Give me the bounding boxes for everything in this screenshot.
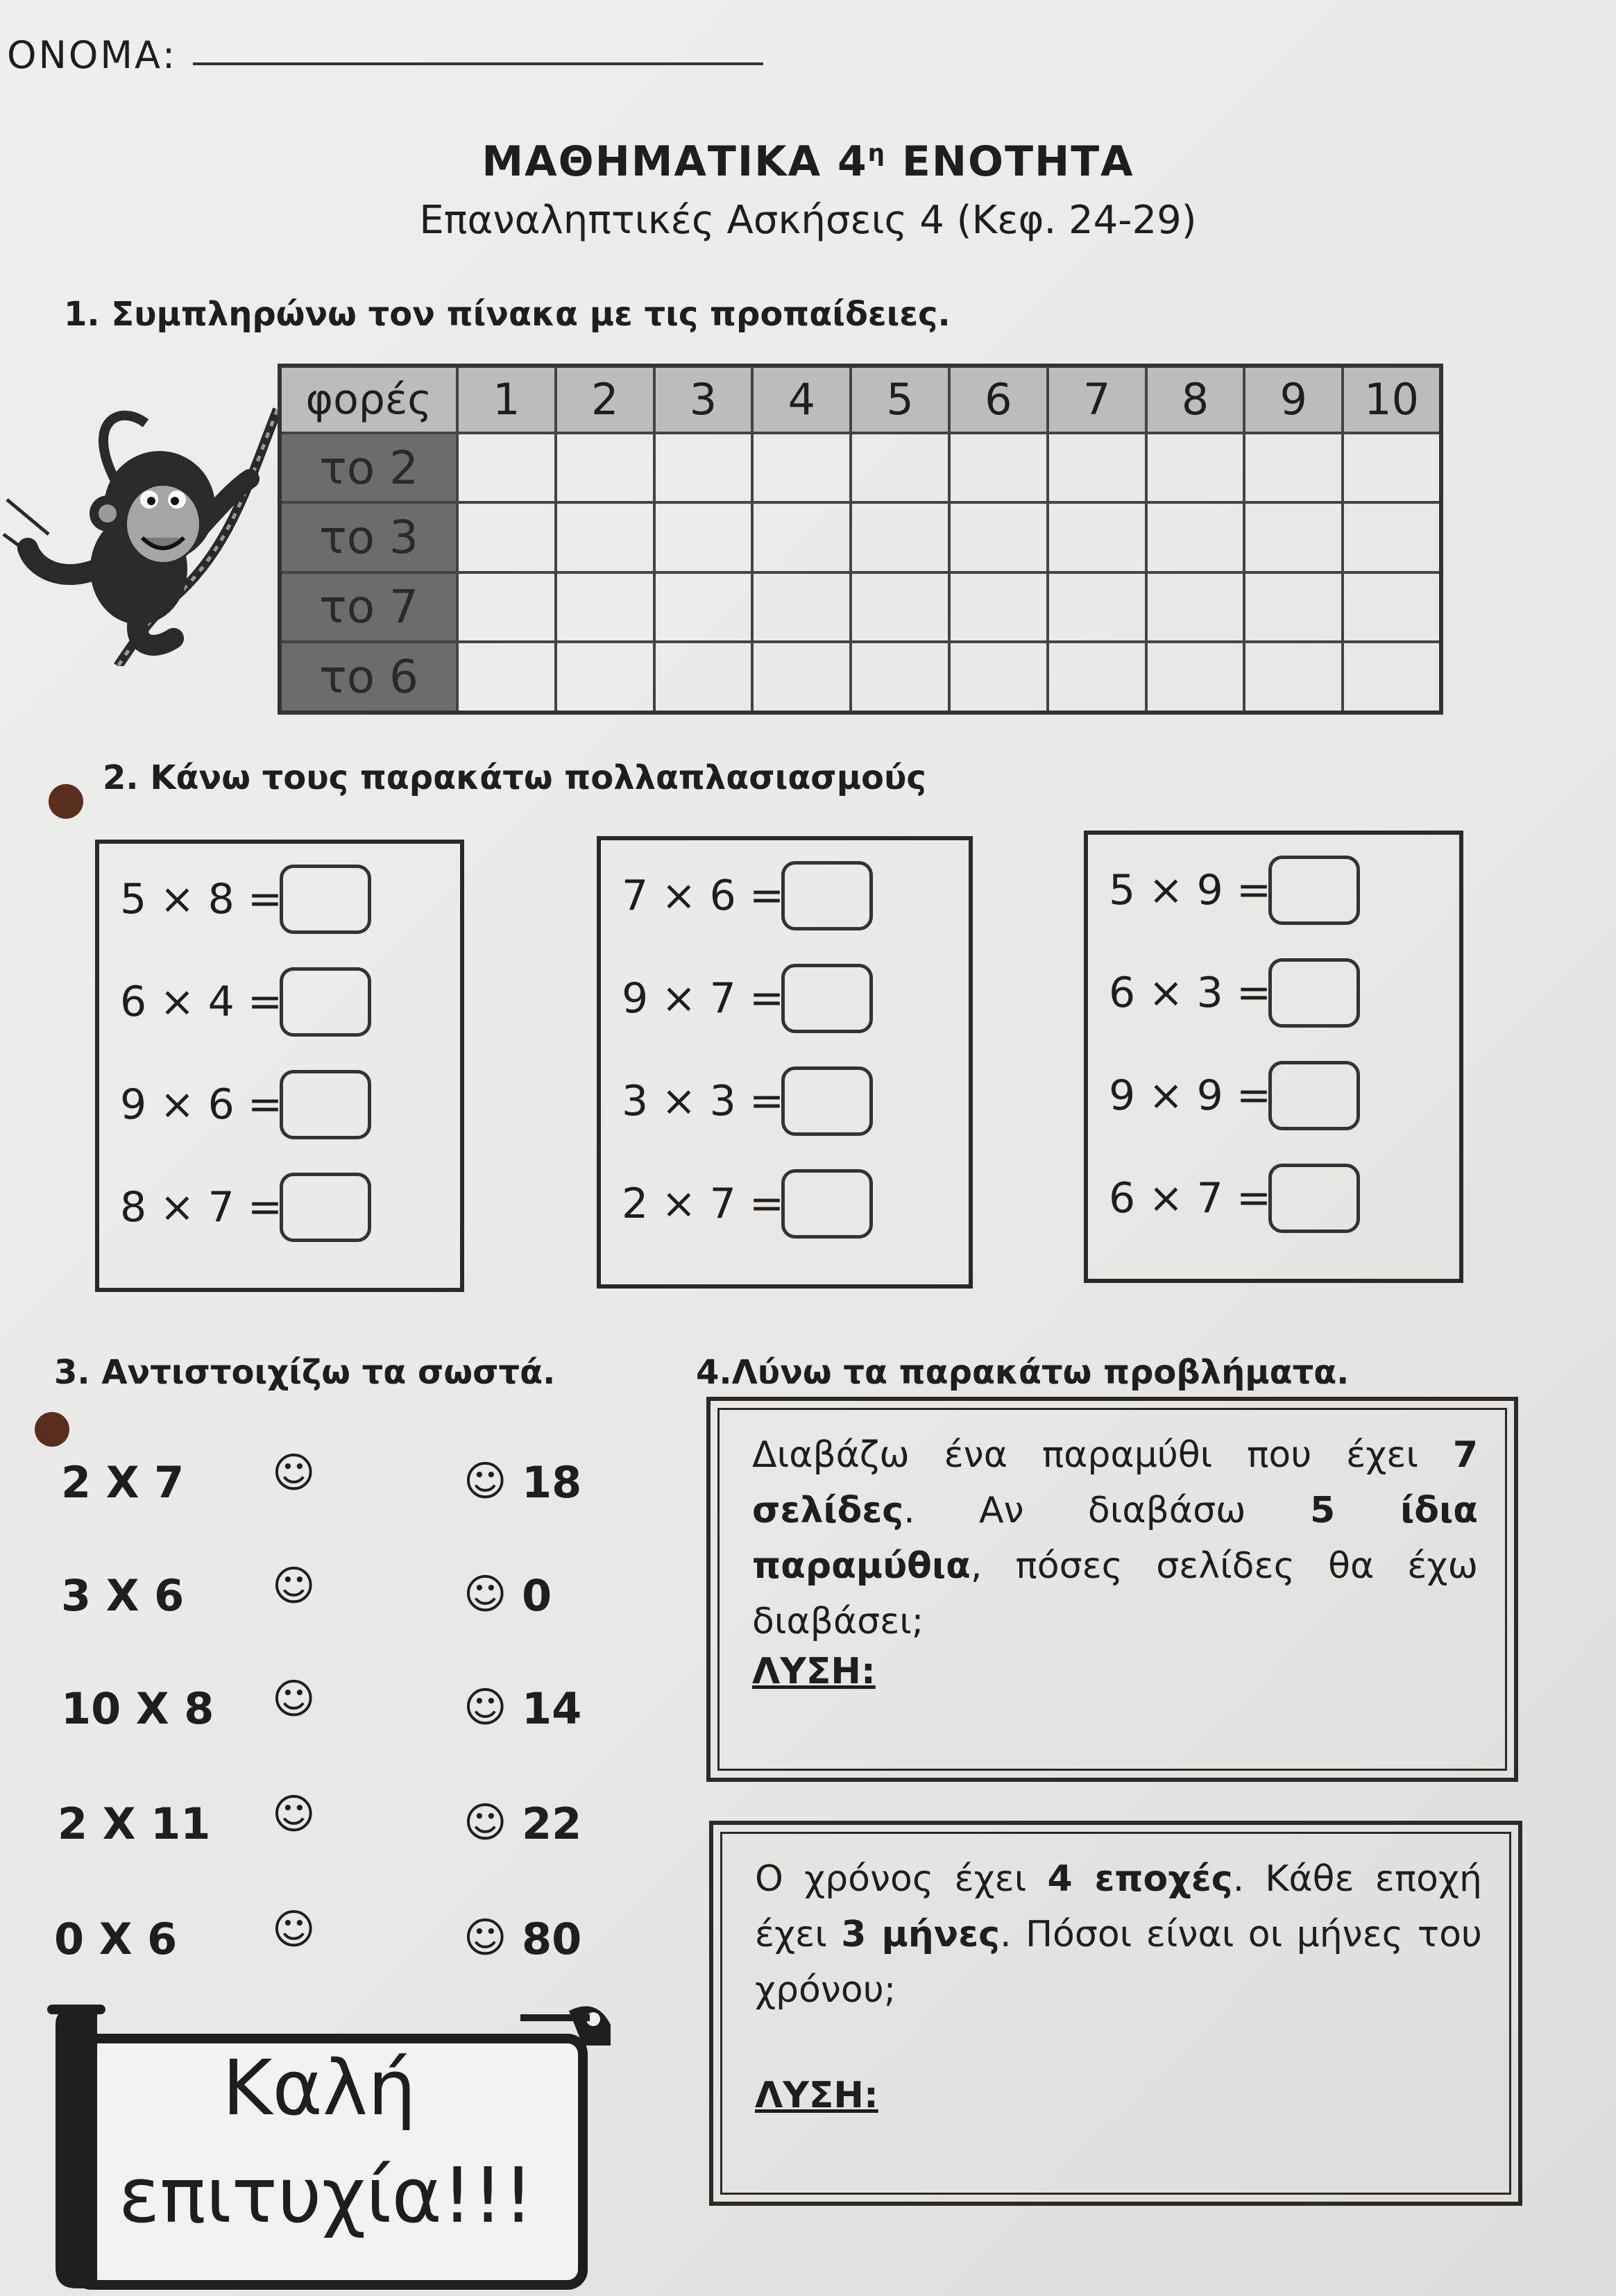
multiplication-expression: 5 × 9 =	[1109, 866, 1272, 915]
row-header: το 6	[280, 642, 457, 713]
multiplication-expression: 9 × 6 =	[120, 1080, 283, 1129]
smiley-icon[interactable]: ☺	[463, 1683, 507, 1732]
page-subtitle: Επαναληπτικές Ασκήσεις 4 (Κεφ. 24-29)	[419, 198, 1197, 243]
smiley-icon[interactable]: ☺	[272, 1905, 316, 1954]
problem-text: Ο χρόνος έχει 4 εποχές. Κάθε εποχή έχει 3 μήνες. Πόσοι είναι οι μήνες του χρόνου;	[755, 1858, 1482, 2011]
answer-cell[interactable]	[752, 502, 851, 572]
multiplication-row	[120, 1173, 371, 1242]
column-header: 2	[556, 366, 654, 433]
multiplication-row	[120, 1070, 371, 1139]
matching-right-item: 80	[522, 1914, 582, 1964]
multiplication-row	[622, 861, 873, 930]
answer-cell[interactable]	[949, 433, 1048, 502]
answer-cell[interactable]	[1146, 433, 1245, 502]
answer-cell[interactable]	[654, 502, 753, 572]
smiley-icon[interactable]: ☺	[463, 1457, 507, 1506]
answer-cell[interactable]	[457, 433, 556, 502]
answer-cell[interactable]	[1343, 642, 1441, 713]
answer-cell[interactable]	[851, 433, 949, 502]
answer-cell[interactable]	[1146, 572, 1245, 642]
answer-cell[interactable]	[1244, 433, 1343, 502]
multiplication-row	[622, 1169, 873, 1239]
answer-cell[interactable]	[556, 433, 654, 502]
matching-left-item: 0 X 6	[54, 1914, 178, 1964]
answer-cell[interactable]	[1048, 502, 1146, 572]
smiley-icon[interactable]: ☺	[272, 1562, 316, 1610]
answer-cell[interactable]	[851, 502, 949, 572]
column-header: 5	[851, 366, 949, 433]
exercise4-heading: 4.Λύνω τα παρακάτω προβλήματα.	[696, 1353, 1350, 1392]
multiplication-expression: 6 × 4 =	[120, 978, 283, 1026]
matching-right-item: 18	[522, 1457, 582, 1508]
multiplication-expression: 6 × 3 =	[1109, 969, 1272, 1017]
problem-box-1	[706, 1397, 1518, 1782]
times-table-header-row	[280, 366, 1441, 433]
matching-left-item: 10 X 8	[61, 1683, 214, 1734]
answer-cell[interactable]	[949, 642, 1048, 713]
name-label: ΟΝΟΜΑ:	[7, 33, 178, 77]
answer-cell[interactable]	[457, 502, 556, 572]
answer-cell[interactable]	[1244, 642, 1343, 713]
multiplication-expression: 9 × 9 =	[1109, 1071, 1272, 1120]
table-row	[280, 502, 1441, 572]
answer-cell[interactable]	[1244, 502, 1343, 572]
answer-cell[interactable]	[1048, 433, 1146, 502]
problem-text: Διαβάζω ένα παραμύθι που έχει 7 σελίδες. Αν διαβάσω 5 ίδια παραμύθια, πόσες σελίδες θα έχω διαβάσει;	[752, 1434, 1479, 1642]
answer-box[interactable]	[781, 1169, 873, 1239]
answer-cell[interactable]	[1048, 572, 1146, 642]
multiplication-expression: 8 × 7 =	[120, 1183, 283, 1232]
name-line	[193, 62, 763, 65]
multiplication-row	[1109, 1164, 1360, 1233]
answer-cell[interactable]	[654, 572, 753, 642]
exercise1-heading: 1. Συμπληρώνω τον πίνακα με τις προπαίδειες.	[64, 295, 951, 334]
answer-cell[interactable]	[851, 642, 949, 713]
answer-cell[interactable]	[1244, 572, 1343, 642]
good-luck-text-line1: Καλή	[222, 2043, 416, 2132]
answer-cell[interactable]	[752, 642, 851, 713]
multiplication-row	[622, 964, 873, 1033]
answer-cell[interactable]	[1146, 642, 1245, 713]
answer-cell[interactable]	[654, 433, 753, 502]
bullet-dot	[49, 784, 83, 819]
table-row	[280, 642, 1441, 713]
smiley-icon[interactable]: ☺	[272, 1449, 316, 1497]
scroll-banner	[35, 1983, 618, 2295]
smiley-icon[interactable]: ☺	[463, 1570, 507, 1619]
multiplication-row	[1109, 856, 1360, 925]
row-header: το 7	[280, 572, 457, 642]
column-header: 7	[1048, 366, 1146, 433]
answer-cell[interactable]	[556, 502, 654, 572]
answer-cell[interactable]	[654, 642, 753, 713]
multiplication-row	[1109, 1061, 1360, 1130]
matching-right-item: 22	[522, 1798, 582, 1849]
solution-label: ΛΥΣΗ:	[752, 1651, 876, 1692]
column-header: 3	[654, 366, 753, 433]
answer-cell[interactable]	[949, 502, 1048, 572]
exercise3-heading: 3. Αντιστοιχίζω τα σωστά.	[54, 1353, 556, 1392]
answer-cell[interactable]	[1343, 502, 1441, 572]
matching-left-item: 3 X 6	[61, 1570, 185, 1621]
multiplication-box-2	[597, 836, 973, 1289]
matching-left-item: 2 X 7	[61, 1457, 185, 1508]
answer-box[interactable]	[280, 865, 371, 934]
exercise2-heading: 2. Κάνω τους παρακάτω πολλαπλασιασμούς	[103, 758, 926, 797]
answer-cell[interactable]	[457, 642, 556, 713]
table-row	[280, 572, 1441, 642]
answer-box[interactable]	[781, 964, 873, 1033]
answer-cell[interactable]	[556, 642, 654, 713]
good-luck-text-line2: επιτυχία!!!	[118, 2151, 534, 2240]
answer-cell[interactable]	[949, 572, 1048, 642]
answer-cell[interactable]	[1343, 433, 1441, 502]
answer-cell[interactable]	[1343, 572, 1441, 642]
answer-cell[interactable]	[1048, 642, 1146, 713]
monkey-illustration	[0, 396, 281, 666]
answer-cell[interactable]	[556, 572, 654, 642]
multiplication-expression: 9 × 7 =	[622, 974, 785, 1023]
answer-box[interactable]	[1268, 958, 1360, 1028]
answer-box[interactable]	[280, 1173, 371, 1242]
multiplication-box-1	[95, 840, 464, 1292]
solution-label: ΛΥΣΗ:	[755, 2075, 878, 2116]
answer-box[interactable]	[280, 1070, 371, 1139]
answer-box[interactable]	[1268, 856, 1360, 925]
answer-cell[interactable]	[851, 572, 949, 642]
multiplication-row	[120, 967, 371, 1037]
smiley-icon[interactable]: ☺	[463, 1914, 507, 1962]
answer-cell[interactable]	[457, 572, 556, 642]
multiplication-expression: 2 × 7 =	[622, 1180, 785, 1228]
answer-cell[interactable]	[752, 572, 851, 642]
column-header: 10	[1343, 366, 1441, 433]
times-table	[278, 364, 1443, 715]
answer-box[interactable]	[781, 861, 873, 930]
row-header: το 3	[280, 502, 457, 572]
times-table-corner: φορές	[280, 366, 457, 433]
answer-cell[interactable]	[752, 433, 851, 502]
multiplication-expression: 6 × 7 =	[1109, 1174, 1272, 1223]
matching-right-item: 14	[522, 1683, 582, 1734]
column-header: 9	[1244, 366, 1343, 433]
row-header: το 2	[280, 433, 457, 502]
column-header: 8	[1146, 366, 1245, 433]
bullet-dot	[35, 1412, 69, 1447]
multiplication-row	[622, 1066, 873, 1136]
answer-box[interactable]	[1268, 1164, 1360, 1233]
multiplication-box-3	[1084, 831, 1463, 1283]
smiley-icon[interactable]: ☺	[272, 1675, 316, 1724]
multiplication-expression: 5 × 8 =	[120, 875, 283, 924]
answer-box[interactable]	[280, 967, 371, 1037]
answer-cell[interactable]	[1146, 502, 1245, 572]
smiley-icon[interactable]: ☺	[272, 1790, 316, 1839]
matching-left-item: 2 X 11	[58, 1798, 211, 1849]
smiley-icon[interactable]: ☺	[463, 1798, 507, 1847]
answer-box[interactable]	[1268, 1061, 1360, 1130]
matching-right-item: 0	[522, 1570, 552, 1621]
page-title: ΜΑΘΗΜΑΤΙΚΑ $4^\eta$ ΕΝΟΤΗΤΑ	[482, 137, 1134, 186]
multiplication-row	[1109, 958, 1360, 1028]
multiplication-expression: 3 × 3 =	[622, 1077, 785, 1125]
answer-box[interactable]	[781, 1066, 873, 1136]
column-header: 1	[457, 366, 556, 433]
multiplication-expression: 7 × 6 =	[622, 871, 785, 920]
column-header: 4	[752, 366, 851, 433]
column-header: 6	[949, 366, 1048, 433]
table-row	[280, 433, 1441, 502]
problem-box-2	[709, 1821, 1522, 2206]
multiplication-row	[120, 865, 371, 934]
